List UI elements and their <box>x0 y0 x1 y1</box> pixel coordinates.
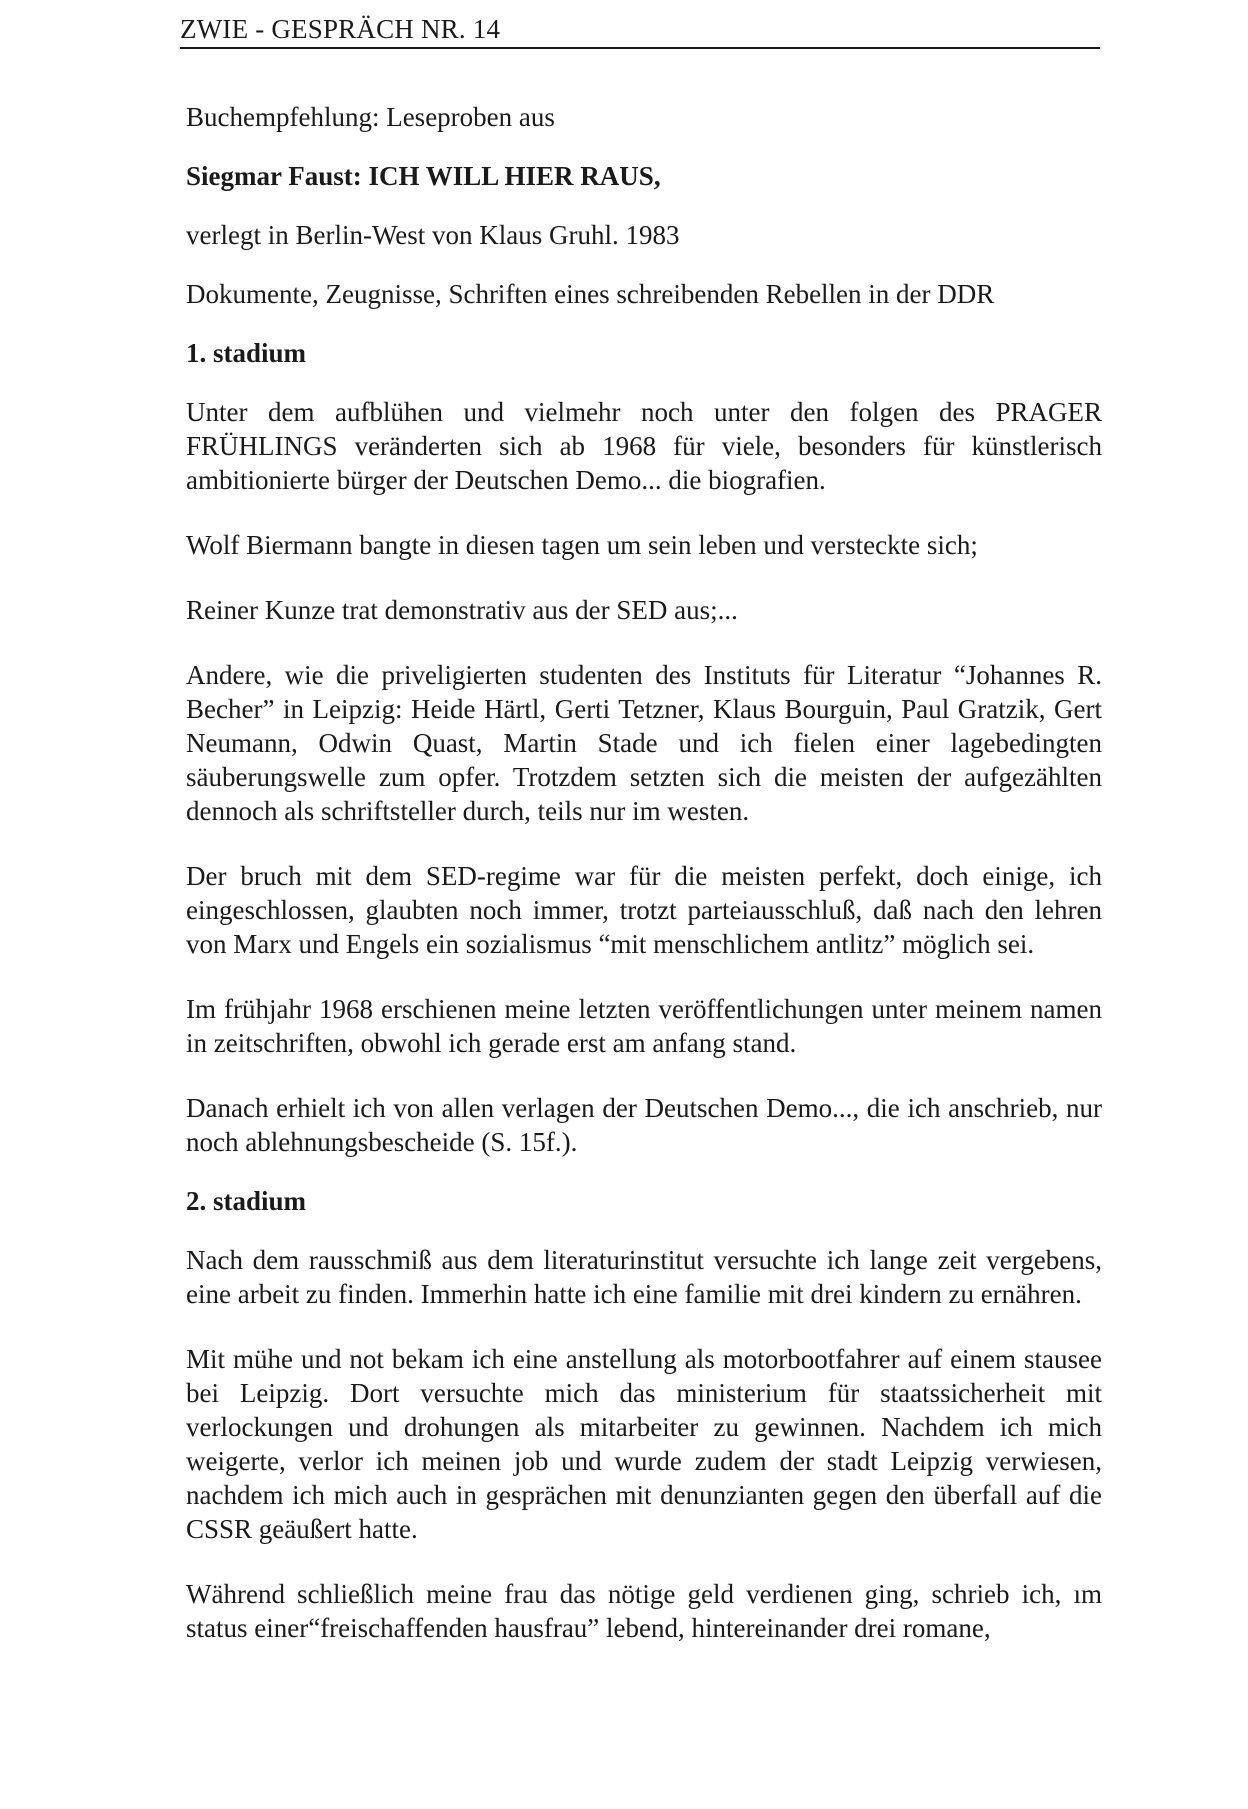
publisher-line: verlegt in Berlin-West von Klaus Gruhl. 1983 <box>186 220 680 250</box>
paragraph: Unter dem aufblühen und vielmehr noch unter den folgen des PRAGER FRÜHLINGS veränderten sich ab 1968 für viele, besonders für künstlerisch ambitionierte bürger der Deutschen Demo... die biografien. <box>186 397 1102 495</box>
subtitle-line: Dokumente, Zeugnisse, Schriften eines schreibenden Rebellen in der DDR <box>186 279 995 309</box>
paragraph: Andere, wie die priveligierten studenten des Instituts für Literatur “Johannes R. Becher” in Leipzig: Heide Härtl, Gerti Tetzner, Klaus Bourguin, Paul Gratzik, Gert Neumann, Odwin Quast, Martin Stade und ich fielen einer lagebedingten säuberungswelle zum opfer. Trotzdem setzten sich die meisten der aufgezählten dennoch als schriftsteller durch, teils nur im westen. <box>186 660 1102 826</box>
header-rule <box>180 47 1100 49</box>
paragraph: Danach erhielt ich von allen verlagen der Deutschen Demo..., die ich anschrieb, nur noch ablehnungsbescheide (S. 15f.). <box>186 1093 1102 1157</box>
running-header: ZWIE - GESPRÄCH NR. 14 <box>180 14 501 44</box>
section-heading: 2. stadium <box>186 1186 307 1216</box>
book-title-line: Siegmar Faust: ICH WILL HIER RAUS, <box>186 161 661 191</box>
paragraph: Wolf Biermann bangte in diesen tagen um sein leben und versteckte sich; <box>186 530 978 560</box>
paragraph: Mit mühe und not bekam ich eine anstellung als motorbootfahrer auf einem stausee bei Leipzig. Dort versuchte mich das ministerium für staatssicherheit mit verlockungen und drohungen als mitarbeiter zu gewinnen. Nachdem ich mich weigerte, verlor ich meinen job und wurde zudem der stadt Leipzig verwiesen, nachdem ich mich auch in gesprächen mit denunzianten gegen den überfall auf die CSSR geäußert hatte. <box>186 1344 1102 1544</box>
paragraph: Im frühjahr 1968 erschienen meine letzten veröffentlichungen unter meinem namen in zeitschriften, obwohl ich gerade erst am anfang stand. <box>186 994 1102 1058</box>
recommendation-line: Buchempfehlung: Leseproben aus <box>186 102 555 132</box>
section-heading: 1. stadium <box>186 338 307 368</box>
paragraph: Während schließlich meine frau das nötige geld verdienen ging, schrieb ich, ım status einer“freischaffenden hausfrau” lebend, hintereinander drei romane, <box>186 1579 1102 1643</box>
article-body <box>186 100 1102 1645</box>
paragraph: Reiner Kunze trat demonstrativ aus der SED aus;... <box>186 595 738 625</box>
paragraph: Nach dem rausschmiß aus dem literaturinstitut versuchte ich lange zeit vergebens, eine arbeit zu finden. Immerhin hatte ich eine familie mit drei kindern zu ernähren. <box>186 1245 1102 1309</box>
paragraph: Der bruch mit dem SED-regime war für die meisten perfekt, doch einige, ich eingeschlossen, glaubten noch immer, trotzt parteiausschluß, daß nach den lehren von Marx und Engels ein sozialismus “mit menschlichem antlitz” möglich sei. <box>186 861 1102 959</box>
